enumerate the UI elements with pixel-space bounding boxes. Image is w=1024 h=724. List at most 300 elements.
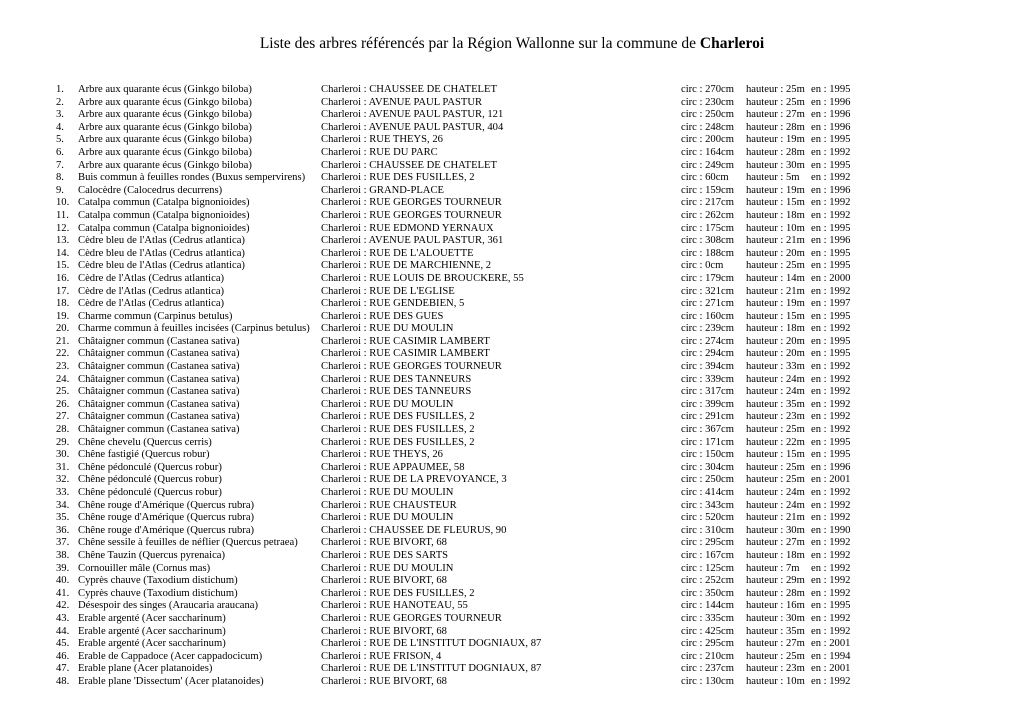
list-item: [0, 323, 1024, 336]
tree-location: Charleroi : RUE DU PARC: [321, 146, 438, 158]
tree-location: Charleroi : RUE THEYS, 26: [321, 134, 443, 146]
tree-circumference: circ : 343cm: [681, 499, 734, 511]
tree-number: 3.: [56, 109, 64, 121]
tree-height: hauteur : 23m: [746, 411, 805, 423]
tree-location: Charleroi : RUE DU MOULIN: [321, 562, 454, 574]
tree-height: hauteur : 5m: [746, 172, 800, 184]
list-item: [0, 399, 1024, 412]
tree-year: en : 1992: [811, 373, 851, 385]
tree-year: en : 1996: [811, 235, 851, 247]
tree-year: en : 1995: [811, 134, 851, 146]
tree-location: Charleroi : RUE BIVORT, 68: [321, 575, 447, 587]
tree-number: 38.: [56, 549, 70, 561]
tree-number: 10.: [56, 197, 70, 209]
tree-year: en : 1992: [811, 487, 851, 498]
tree-circumference: circ : 304cm: [681, 461, 734, 473]
tree-year: en : 1995: [811, 260, 851, 272]
tree-species: Chêne pédonculé (Quercus robur): [78, 487, 222, 498]
tree-circumference: circ : 249cm: [681, 159, 734, 171]
tree-location: Charleroi : RUE DES FUSILLES, 2: [321, 172, 475, 184]
tree-number: 40.: [56, 575, 70, 587]
tree-number: 12.: [56, 222, 70, 234]
tree-species: Catalpa commun (Catalpa bignonioides): [78, 209, 250, 221]
tree-height: hauteur : 23m: [746, 663, 805, 675]
list-item: [0, 374, 1024, 387]
tree-species: Charme commun (Carpinus betulus): [78, 310, 233, 322]
tree-height: hauteur : 35m: [746, 398, 805, 410]
tree-number: 32.: [56, 474, 70, 486]
tree-species: Arbre aux quarante écus (Ginkgo biloba): [78, 96, 252, 108]
tree-location: Charleroi : RUE DU MOULIN: [321, 398, 454, 410]
tree-circumference: circ : 164cm: [681, 146, 734, 158]
tree-year: en : 1997: [811, 298, 851, 310]
tree-circumference: circ : 295cm: [681, 537, 734, 549]
tree-number: 5.: [56, 134, 64, 146]
tree-year: en : 1992: [811, 424, 851, 436]
tree-height: hauteur : 35m: [746, 625, 805, 637]
tree-number: 44.: [56, 625, 70, 637]
tree-year: en : 1995: [811, 600, 851, 612]
tree-height: hauteur : 20m: [746, 348, 805, 360]
tree-species: Buis commun à feuilles rondes (Buxus sempervirens): [78, 172, 306, 184]
tree-species: Arbre aux quarante écus (Ginkgo biloba): [78, 159, 252, 171]
tree-location: Charleroi : RUE DES FUSILLES, 2: [321, 436, 475, 448]
tree-species: Châtaigner commun (Castanea sativa): [78, 386, 240, 398]
tree-species: Chêne rouge d'Amérique (Quercus rubra): [78, 524, 255, 536]
tree-location: Charleroi : RUE DU MOULIN: [321, 487, 454, 498]
tree-year: en : 1992: [811, 562, 851, 574]
tree-number: 48.: [56, 675, 70, 687]
tree-circumference: circ : 248cm: [681, 121, 734, 133]
tree-year: en : 1992: [811, 575, 851, 587]
tree-number: 45.: [56, 638, 70, 650]
tree-height: hauteur : 19m: [746, 298, 805, 310]
tree-species: Catalpa commun (Catalpa bignonioides): [78, 222, 250, 234]
tree-year: en : 1992: [811, 587, 851, 599]
tree-year: en : 1996: [811, 96, 851, 108]
tree-circumference: circ : 144cm: [681, 600, 734, 612]
tree-species: Chêne rouge d'Amérique (Quercus rubra): [78, 499, 255, 511]
tree-number: 42.: [56, 600, 70, 612]
list-item: [0, 600, 1024, 613]
tree-location: Charleroi : RUE DU MOULIN: [321, 512, 454, 524]
tree-number: 39.: [56, 562, 70, 574]
tree-species: Cyprès chauve (Taxodium distichum): [78, 587, 238, 599]
tree-number: 31.: [56, 461, 70, 473]
tree-year: en : 1992: [811, 209, 851, 221]
list-item: [0, 550, 1024, 563]
tree-location: Charleroi : RUE EDMOND YERNAUX: [321, 222, 494, 234]
list-item: [0, 588, 1024, 601]
tree-circumference: circ : 200cm: [681, 134, 734, 146]
tree-species: Calocèdre (Calocedrus decurrens): [78, 184, 223, 196]
list-item: [0, 348, 1024, 361]
list-item: [0, 386, 1024, 399]
tree-height: hauteur : 10m: [746, 675, 805, 687]
tree-year: en : 1992: [811, 549, 851, 561]
tree-year: en : 1992: [811, 285, 851, 297]
tree-location: Charleroi : RUE BIVORT, 68: [321, 675, 447, 687]
tree-number: 24.: [56, 373, 70, 385]
tree-number: 15.: [56, 260, 70, 272]
tree-number: 26.: [56, 398, 70, 410]
tree-circumference: circ : 150cm: [681, 449, 734, 461]
tree-height: hauteur : 18m: [746, 549, 805, 561]
tree-height: hauteur : 27m: [746, 638, 805, 650]
list-item: [0, 424, 1024, 437]
list-item: [0, 525, 1024, 538]
tree-species: Arbre aux quarante écus (Ginkgo biloba): [78, 134, 252, 146]
tree-species: Désespoir des singes (Araucaria araucana): [78, 600, 259, 612]
tree-year: en : 1995: [811, 348, 851, 360]
tree-number: 4.: [56, 121, 64, 133]
tree-species: Cyprès chauve (Taxodium distichum): [78, 575, 238, 587]
list-item: [0, 411, 1024, 424]
tree-location: Charleroi : RUE CASIMIR LAMBERT: [321, 335, 490, 347]
tree-species: Cèdre bleu de l'Atlas (Cedrus atlantica): [78, 260, 245, 272]
list-item: [0, 449, 1024, 462]
tree-year: en : 2001: [811, 474, 851, 486]
tree-circumference: circ : 295cm: [681, 638, 734, 650]
tree-circumference: circ : 291cm: [681, 411, 734, 423]
tree-number: 9.: [56, 184, 64, 196]
tree-species: Châtaigner commun (Castanea sativa): [78, 398, 240, 410]
tree-location: Charleroi : RUE GEORGES TOURNEUR: [321, 361, 502, 373]
tree-location: Charleroi : RUE DES FUSILLES, 2: [321, 411, 475, 423]
tree-circumference: circ : 0cm: [681, 260, 724, 272]
tree-year: en : 1996: [811, 461, 851, 473]
list-item: [0, 663, 1024, 676]
tree-year: en : 1996: [811, 109, 851, 121]
list-item: [0, 638, 1024, 651]
tree-species: Châtaigner commun (Castanea sativa): [78, 411, 240, 423]
tree-circumference: circ : 250cm: [681, 474, 734, 486]
tree-year: en : 2001: [811, 638, 851, 650]
list-item: [0, 474, 1024, 487]
list-item: [0, 197, 1024, 210]
tree-location: Charleroi : RUE CHAUSTEUR: [321, 499, 457, 511]
tree-circumference: circ : 159cm: [681, 184, 734, 196]
tree-year: en : 1995: [811, 159, 851, 171]
tree-number: 41.: [56, 587, 70, 599]
tree-location: Charleroi : CHAUSSEE DE CHATELET: [321, 159, 497, 171]
list-item: [0, 537, 1024, 550]
tree-number: 29.: [56, 436, 70, 448]
tree-circumference: circ : 188cm: [681, 247, 734, 259]
tree-number: 8.: [56, 172, 64, 184]
tree-height: hauteur : 19m: [746, 134, 805, 146]
tree-year: en : 2000: [811, 272, 851, 284]
tree-species: Chêne Tauzin (Quercus pyrenaica): [78, 549, 226, 561]
tree-height: hauteur : 14m: [746, 272, 805, 284]
tree-circumference: circ : 394cm: [681, 361, 734, 373]
tree-location: Charleroi : CHAUSSEE DE CHATELET: [321, 84, 497, 95]
tree-height: hauteur : 20m: [746, 247, 805, 259]
tree-species: Cèdre de l'Atlas (Cedrus atlantica): [78, 285, 225, 297]
tree-year: en : 2001: [811, 663, 851, 675]
tree-species: Cèdre bleu de l'Atlas (Cedrus atlantica): [78, 235, 245, 247]
list-item: [0, 134, 1024, 147]
tree-circumference: circ : 294cm: [681, 348, 734, 360]
tree-species: Erable argenté (Acer saccharinum): [78, 625, 226, 637]
tree-location: Charleroi : GRAND-PLACE: [321, 184, 444, 196]
tree-location: Charleroi : RUE DE MARCHIENNE, 2: [321, 260, 492, 272]
tree-year: en : 1996: [811, 121, 851, 133]
tree-number: 46.: [56, 650, 70, 662]
tree-list: [0, 84, 1024, 689]
tree-number: 20.: [56, 323, 70, 335]
list-item: [0, 109, 1024, 122]
list-item: [0, 500, 1024, 513]
tree-species: Chêne chevelu (Quercus cerris): [78, 436, 212, 448]
tree-location: Charleroi : RUE FRISON, 4: [321, 650, 442, 662]
tree-location: Charleroi : RUE DE L'EGLISE: [321, 285, 455, 297]
tree-species: Châtaigner commun (Castanea sativa): [78, 348, 240, 360]
tree-location: Charleroi : RUE GEORGES TOURNEUR: [321, 612, 502, 624]
tree-number: 37.: [56, 537, 70, 549]
tree-year: en : 1992: [811, 146, 851, 158]
tree-height: hauteur : 27m: [746, 537, 805, 549]
tree-location: Charleroi : RUE DE L'ALOUETTE: [321, 247, 474, 259]
tree-species: Cèdre bleu de l'Atlas (Cedrus atlantica): [78, 247, 245, 259]
list-item: [0, 84, 1024, 97]
tree-year: en : 1992: [811, 398, 851, 410]
tree-height: hauteur : 18m: [746, 323, 805, 335]
tree-species: Chêne rouge d'Amérique (Quercus rubra): [78, 512, 255, 524]
tree-height: hauteur : 24m: [746, 373, 805, 385]
tree-height: hauteur : 21m: [746, 512, 805, 524]
tree-species: Chêne pédonculé (Quercus robur): [78, 474, 222, 486]
list-item: [0, 437, 1024, 450]
tree-number: 27.: [56, 411, 70, 423]
tree-species: Charme commun à feuilles incisées (Carpinus betulus): [78, 323, 310, 335]
tree-number: 16.: [56, 272, 70, 284]
tree-circumference: circ : 239cm: [681, 323, 734, 335]
tree-height: hauteur : 25m: [746, 650, 805, 662]
tree-circumference: circ : 60cm: [681, 172, 729, 184]
list-item: [0, 122, 1024, 135]
tree-height: hauteur : 33m: [746, 361, 805, 373]
tree-species: Erable argenté (Acer saccharinum): [78, 638, 226, 650]
tree-height: hauteur : 10m: [746, 222, 805, 234]
tree-year: en : 1990: [811, 524, 851, 536]
tree-height: hauteur : 16m: [746, 600, 805, 612]
tree-year: en : 1992: [811, 612, 851, 624]
tree-year: en : 1995: [811, 310, 851, 322]
tree-circumference: circ : 399cm: [681, 398, 734, 410]
tree-circumference: circ : 270cm: [681, 84, 734, 95]
tree-location: Charleroi : RUE HANOTEAU, 55: [321, 600, 468, 612]
list-item: [0, 651, 1024, 664]
tree-height: hauteur : 25m: [746, 260, 805, 272]
tree-species: Erable plane (Acer platanoides): [78, 663, 213, 675]
tree-circumference: circ : 271cm: [681, 298, 734, 310]
list-item: [0, 160, 1024, 173]
tree-height: hauteur : 20m: [746, 335, 805, 347]
tree-height: hauteur : 15m: [746, 197, 805, 209]
list-item: [0, 626, 1024, 639]
tree-number: 7.: [56, 159, 64, 171]
tree-year: en : 1995: [811, 222, 851, 234]
tree-year: en : 1992: [811, 537, 851, 549]
tree-circumference: circ : 179cm: [681, 272, 734, 284]
tree-year: en : 1995: [811, 247, 851, 259]
tree-year: en : 1992: [811, 386, 851, 398]
tree-number: 43.: [56, 612, 70, 624]
tree-height: hauteur : 28m: [746, 121, 805, 133]
tree-year: en : 1992: [811, 512, 851, 524]
list-item: [0, 613, 1024, 626]
tree-height: hauteur : 25m: [746, 461, 805, 473]
tree-height: hauteur : 24m: [746, 499, 805, 511]
tree-location: Charleroi : RUE DU MOULIN: [321, 323, 454, 335]
tree-location: Charleroi : RUE GEORGES TOURNEUR: [321, 209, 502, 221]
tree-circumference: circ : 335cm: [681, 612, 734, 624]
tree-location: Charleroi : AVENUE PAUL PASTUR, 121: [321, 109, 504, 121]
tree-circumference: circ : 210cm: [681, 650, 734, 662]
tree-height: hauteur : 25m: [746, 84, 805, 95]
tree-year: en : 1994: [811, 650, 851, 662]
tree-number: 2.: [56, 96, 64, 108]
tree-circumference: circ : 339cm: [681, 373, 734, 385]
tree-circumference: circ : 274cm: [681, 335, 734, 347]
tree-height: hauteur : 7m: [746, 562, 800, 574]
tree-location: Charleroi : RUE THEYS, 26: [321, 449, 443, 461]
tree-height: hauteur : 15m: [746, 449, 805, 461]
tree-height: hauteur : 19m: [746, 184, 805, 196]
tree-height: hauteur : 25m: [746, 474, 805, 486]
tree-location: Charleroi : RUE DE LA PREVOYANCE, 3: [321, 474, 507, 486]
tree-species: Arbre aux quarante écus (Ginkgo biloba): [78, 146, 252, 158]
page-title: [0, 35, 1024, 53]
tree-circumference: circ : 317cm: [681, 386, 734, 398]
title-prefix: Liste des arbres référencés par la Région Wallonne sur la commune de: [259, 35, 696, 52]
tree-species: Cèdre de l'Atlas (Cedrus atlantica): [78, 272, 225, 284]
tree-year: en : 1992: [811, 323, 851, 335]
tree-circumference: circ : 230cm: [681, 96, 734, 108]
tree-year: en : 1992: [811, 499, 851, 511]
tree-species: Erable argenté (Acer saccharinum): [78, 612, 226, 624]
tree-year: en : 1995: [811, 436, 851, 448]
tree-species: Arbre aux quarante écus (Ginkgo biloba): [78, 121, 252, 133]
tree-location: Charleroi : RUE CASIMIR LAMBERT: [321, 348, 490, 360]
tree-species: Arbre aux quarante écus (Ginkgo biloba): [78, 84, 252, 95]
list-item: [0, 273, 1024, 286]
tree-year: en : 1996: [811, 184, 851, 196]
tree-species: Châtaigner commun (Castanea sativa): [78, 424, 240, 436]
tree-number: 22.: [56, 348, 70, 360]
tree-location: Charleroi : RUE DES SARTS: [321, 549, 449, 561]
tree-year: en : 1992: [811, 411, 851, 423]
tree-species: Chêne sessile à feuilles de néflier (Quercus petraea): [78, 537, 298, 549]
tree-species: Châtaigner commun (Castanea sativa): [78, 335, 240, 347]
tree-location: Charleroi : RUE DES FUSILLES, 2: [321, 424, 475, 436]
tree-number: 30.: [56, 449, 70, 461]
tree-circumference: circ : 130cm: [681, 675, 734, 687]
list-item: [0, 298, 1024, 311]
tree-number: 13.: [56, 235, 70, 247]
tree-location: Charleroi : RUE DES FUSILLES, 2: [321, 587, 475, 599]
tree-location: Charleroi : RUE DES TANNEURS: [321, 386, 472, 398]
tree-circumference: circ : 175cm: [681, 222, 734, 234]
tree-circumference: circ : 414cm: [681, 487, 734, 498]
tree-location: Charleroi : RUE GEORGES TOURNEUR: [321, 197, 502, 209]
tree-circumference: circ : 425cm: [681, 625, 734, 637]
tree-circumference: circ : 321cm: [681, 285, 734, 297]
tree-height: hauteur : 30m: [746, 612, 805, 624]
tree-circumference: circ : 250cm: [681, 109, 734, 121]
tree-year: en : 1992: [811, 675, 851, 687]
tree-year: en : 1992: [811, 197, 851, 209]
tree-circumference: circ : 310cm: [681, 524, 734, 536]
tree-height: hauteur : 21m: [746, 235, 805, 247]
tree-location: Charleroi : RUE LOUIS DE BROUCKERE, 55: [321, 272, 524, 284]
tree-year: en : 1995: [811, 449, 851, 461]
tree-species: Arbre aux quarante écus (Ginkgo biloba): [78, 109, 252, 121]
tree-circumference: circ : 350cm: [681, 587, 734, 599]
list-item: [0, 147, 1024, 160]
list-item: [0, 223, 1024, 236]
list-item: [0, 676, 1024, 689]
list-item: [0, 462, 1024, 475]
list-item: [0, 235, 1024, 248]
tree-species: Châtaigner commun (Castanea sativa): [78, 373, 240, 385]
list-item: [0, 172, 1024, 185]
tree-number: 35.: [56, 512, 70, 524]
tree-number: 18.: [56, 298, 70, 310]
tree-circumference: circ : 520cm: [681, 512, 734, 524]
tree-number: 14.: [56, 247, 70, 259]
tree-location: Charleroi : RUE BIVORT, 68: [321, 537, 447, 549]
tree-circumference: circ : 125cm: [681, 562, 734, 574]
tree-height: hauteur : 30m: [746, 159, 805, 171]
tree-height: hauteur : 29m: [746, 575, 805, 587]
tree-number: 33.: [56, 487, 70, 498]
tree-height: hauteur : 24m: [746, 386, 805, 398]
tree-height: hauteur : 18m: [746, 209, 805, 221]
tree-height: hauteur : 27m: [746, 109, 805, 121]
list-item: [0, 487, 1024, 500]
list-item: [0, 286, 1024, 299]
tree-species: Cèdre de l'Atlas (Cedrus atlantica): [78, 298, 225, 310]
tree-number: 19.: [56, 310, 70, 322]
tree-circumference: circ : 252cm: [681, 575, 734, 587]
tree-height: hauteur : 24m: [746, 487, 805, 498]
tree-year: en : 1995: [811, 335, 851, 347]
tree-year: en : 1992: [811, 172, 851, 184]
tree-number: 28.: [56, 424, 70, 436]
tree-location: Charleroi : AVENUE PAUL PASTUR: [321, 96, 483, 108]
tree-circumference: circ : 160cm: [681, 310, 734, 322]
list-item: [0, 336, 1024, 349]
tree-number: 1.: [56, 84, 64, 95]
list-item: [0, 210, 1024, 223]
tree-circumference: circ : 308cm: [681, 235, 734, 247]
tree-location: Charleroi : RUE APPAUMEE, 58: [321, 461, 465, 473]
tree-circumference: circ : 262cm: [681, 209, 734, 221]
tree-year: en : 1992: [811, 361, 851, 373]
list-item: [0, 512, 1024, 525]
list-item: [0, 311, 1024, 324]
tree-height: hauteur : 28m: [746, 146, 805, 158]
tree-year: en : 1995: [811, 84, 851, 95]
list-item: [0, 563, 1024, 576]
tree-location: Charleroi : CHAUSSEE DE FLEURUS, 90: [321, 524, 507, 536]
list-item: [0, 185, 1024, 198]
tree-location: Charleroi : RUE BIVORT, 68: [321, 625, 447, 637]
tree-species: Catalpa commun (Catalpa bignonioides): [78, 197, 250, 209]
tree-species: Cornouiller mâle (Cornus mas): [78, 562, 211, 574]
